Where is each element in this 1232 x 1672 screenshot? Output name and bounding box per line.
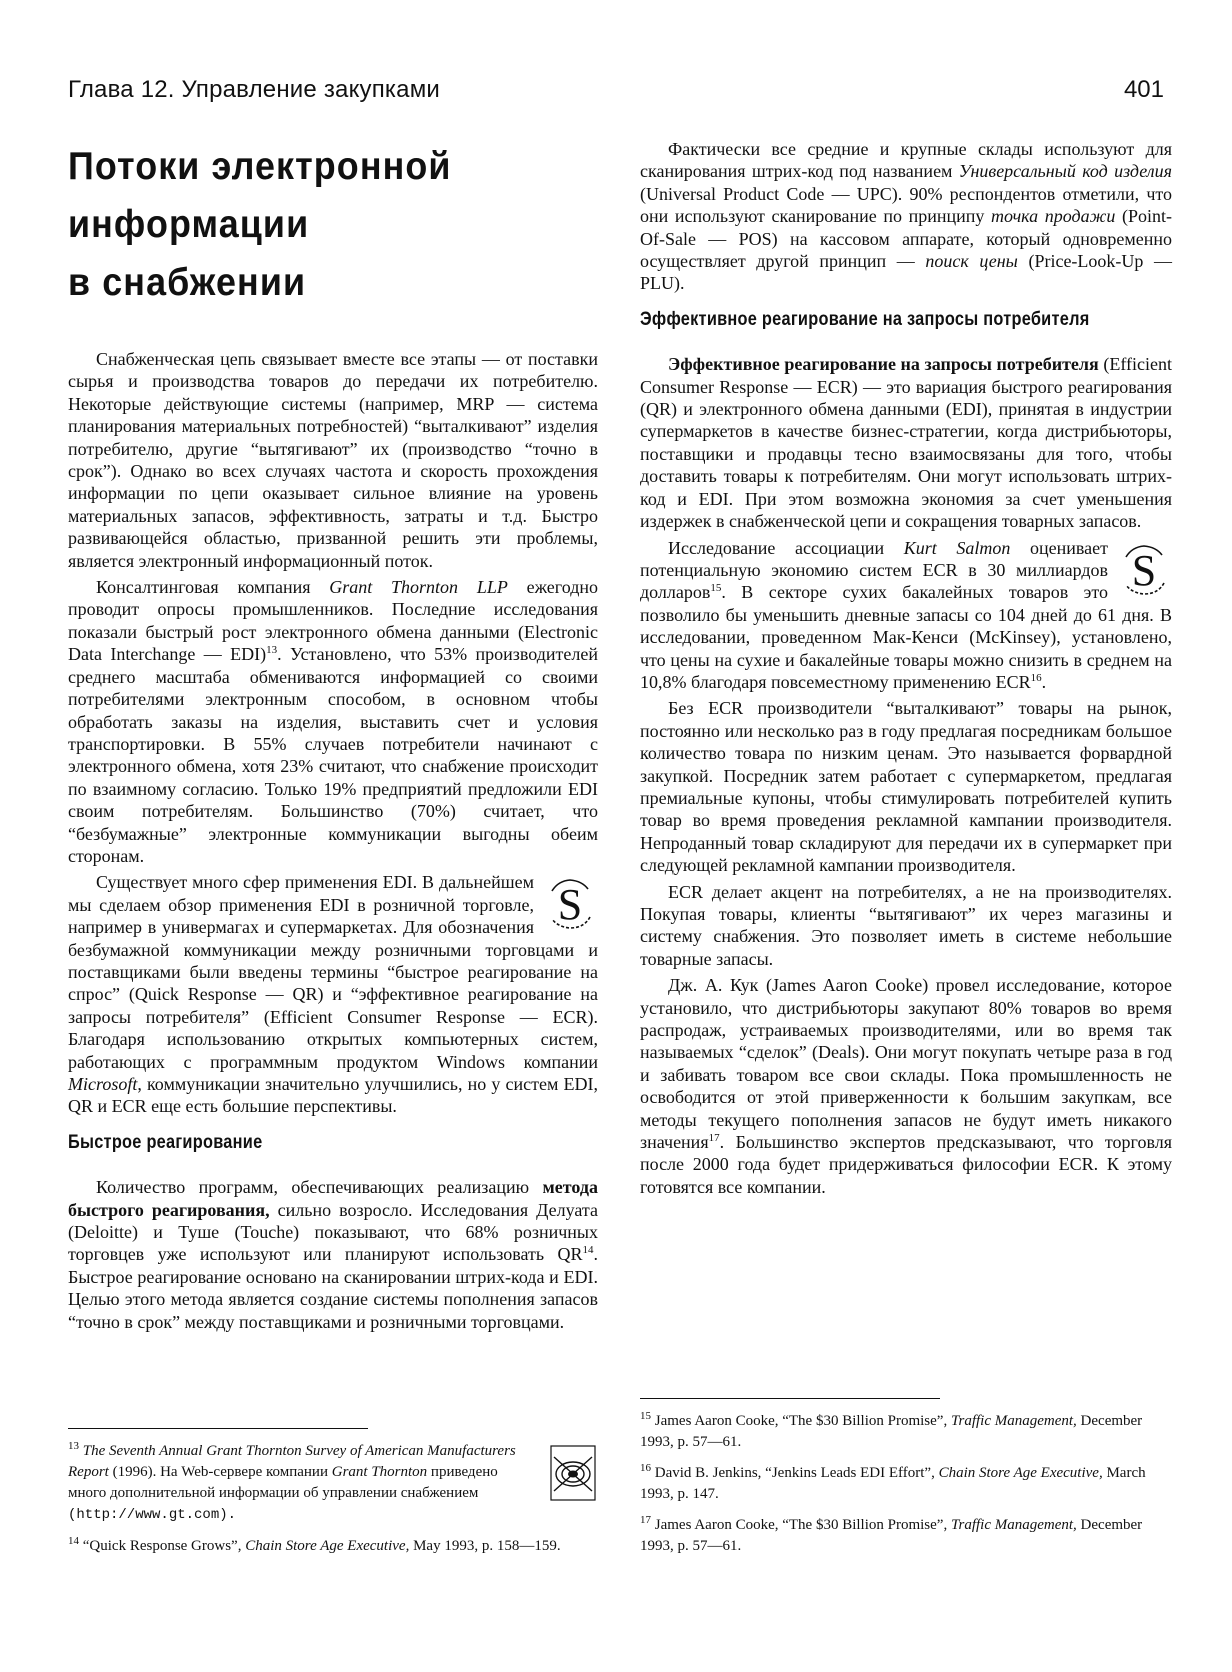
footnote-ref: 13 (266, 644, 278, 657)
footnote-16 (640, 1463, 1172, 1505)
journal-name: Traffic Management, (950, 1517, 1077, 1533)
text-run: , коммуникации значительно улучшились, но у систем EDI, QR и ECR еще есть большие перспективы. (68, 1074, 598, 1117)
svg-text:S: S (1131, 545, 1157, 595)
paragraph: Снабженческая цепь связывает вместе все этапы — от поставки сырья и производства товаров до передачи их потребителю. Некоторые действующие системы (например, MRP — система планирования материальных потребностей) “выталкивают” изделия потребителю, другие “вытягивают” их (производство “точно в срок”). Однако во всех случаях частота и скорость прохождения информации по цепи оказывает сильное влияние на уровень материальных запасов, эффективность, затраты и т.д. Быстро развивающейся областью, призванной решить эти проблемы, является электронный информационный поток. (68, 349, 598, 571)
footnote-number: 13 (68, 1440, 79, 1452)
page-number: 401 (1123, 76, 1164, 103)
journal-name: Traffic Management, (950, 1413, 1077, 1429)
paragraph (640, 353, 1172, 532)
text-run: . Быстрое реагирование основано на сканировании штрих-кода и EDI. Целью этого метода является создание системы пополнения запасов “точно в срок” между поставщиками и розничными торговцами. (68, 1244, 598, 1332)
text-run: David B. Jenkins, “Jenkins Leads EDI Effort”, (654, 1465, 935, 1481)
term-italic: поиск цены (925, 251, 1018, 272)
term-bold: Эффективное реагирование на запросы потребителя (668, 354, 1099, 375)
paragraph (68, 1176, 598, 1333)
section-heading-ecr: Эффективное реагирование на запросы потребителя (640, 308, 1090, 330)
paragraph: Без ECR производители “выталкивают” товары на рынок, постоянно или несколько раз в году предлагая посредникам большое количество товара по низким ценам. Это называется форвардной закупкой. Посредник затем работает с супермаркетом, предлагая премиальные купоны, чтобы стимулировать потребителей купить товар во время проведения рекламной кампании производителя. Непроданный товар складируют для передачи их в супермаркет при следующей рекламной кампании производителя. (640, 698, 1172, 876)
text-run: “Quick Response Grows”, (82, 1538, 242, 1554)
page-title (68, 138, 583, 312)
paragraph (640, 537, 1172, 694)
footnote-number: 16 (640, 1462, 651, 1474)
text-run: December 1993, p. 57—61. (640, 1413, 1143, 1450)
text-run: May 1993, p. 158—159. (413, 1538, 561, 1554)
paragraph: ECR делает акцент на потребителях, а не на производителях. Покупая товары, клиенты “вытягивают” их через магазины и систему снабжения. Это позволяет иметь в системе небольшие товарные запасы. (640, 881, 1172, 969)
paragraph (68, 576, 598, 867)
text-run: (1996). На Web-сервере компании (112, 1464, 328, 1480)
company-name: Grant Thornton (331, 1464, 428, 1480)
footnote-number: 15 (640, 1410, 651, 1422)
citation-title: The Seventh Annual Grant Thornton Survey of American Manufacturers Report (68, 1443, 516, 1480)
text-run: Фактически все средние и крупные склады используют для сканирования штрих-код под названием (640, 139, 1172, 182)
web-url: (http://www.gt.com). (68, 1507, 237, 1523)
svg-text:S: S (557, 880, 583, 930)
footnote-ref: 16 (1030, 671, 1042, 684)
company-name: Microsoft (68, 1074, 138, 1094)
text-run: Количество программ, обеспечивающих реализацию (96, 1177, 530, 1198)
paragraph (640, 974, 1172, 1198)
text-run: (Universal Product Code — UPC). 90% респондентов отметили, что они используют сканирование по принципу (640, 183, 1172, 227)
title-line-1: Потоки электронной информации (68, 145, 452, 246)
text-run: . Большинство экспертов предсказывают, что торговля после 2000 года будет придерживаться философии ECR. К этому готовятся все компании. (640, 1132, 1172, 1197)
footnotes-left (68, 1428, 598, 1567)
journal-name: Chain Store Age Executive, (938, 1465, 1103, 1481)
web-target-icon (548, 1443, 598, 1503)
text-run: оценивает потенциальную экономию систем ECR в 30 миллиардов долларов (640, 537, 1109, 603)
footnote-divider (640, 1398, 940, 1399)
text-run: . (1041, 671, 1047, 692)
left-column (68, 138, 598, 1333)
footnote-number: 17 (640, 1514, 651, 1526)
text-run: March 1993, p. 147. (640, 1465, 1146, 1502)
footnote-15 (640, 1411, 1172, 1453)
footnote-divider (68, 1428, 368, 1429)
text-run: ежегодно проводит опросы промышленников. Последние исследования показали быстрый рост электронного обмена данными (Electronic Data Interchange — EDI) (68, 577, 598, 665)
footnotes-right (640, 1398, 1172, 1567)
footnote-ref: 17 (708, 1132, 720, 1145)
s-letter-icon (1118, 543, 1170, 597)
chapter-header: Глава 12. Управление закупками (68, 76, 441, 103)
text-run: (Efficient Consumer Response — ECR) — это вариация быстрого реагирования (QR) и электронного обмена данными (EDI), принятая в индустрии супермаркетов в качестве бизнес-стратегии, когда дистрибьюторы, поставщики и продавцы тесно взаимосвязаны для того, чтобы доставить товары к потребителям. Они могут использовать штрих-код и EDI. При этом возможна экономия за счет уменьшения издержек в снабженческой цепи и сокращения товарных запасов. (640, 354, 1173, 532)
text-run: приведено много дополнительной информации об управлении снабжением (68, 1464, 498, 1501)
paragraph (640, 138, 1172, 295)
footnote-14 (68, 1536, 598, 1557)
text-run: Консалтинговая компания (96, 577, 311, 598)
text-run: Дж. А. Кук (James Aaron Cooke) провел исследование, которое установило, что дистрибьюторы закупают 80% товаров во время распродаж, устраиваемых производителями, или во время так называемых “сделок” (Deals). Они могут покупать четыре раза в год и забивать товаром все свои склады. Пока промышленность не освободится от этой приверженности к большим закупкам, все методы текущего пополнения запасов не будут иметь никакого значения (640, 975, 1172, 1153)
text-run: James Aaron Cooke, “The $30 Billion Promise”, (654, 1413, 948, 1429)
s-letter-icon (544, 877, 596, 931)
term-bold: метода быстрого реагирования, (68, 1177, 598, 1220)
footnote-number: 14 (68, 1535, 79, 1547)
title-line-2: в снабжении (68, 261, 307, 304)
text-run: . В секторе сухих бакалейных товаров это позволило бы уменьшить дневные запасы со 104 дней до 61 дня. В исследовании, проведенном Мак-Кенси (McKinsey), установлено, что цены на сухие и бакалейные товары можно снизить в среднем на 10,8% благодаря повсеместному применению ECR (640, 582, 1172, 692)
text-run: (Price-Look-Up — PLU). (640, 251, 1172, 294)
footnote-13 (68, 1441, 598, 1526)
text-run: (Point-Of-Sale — POS) на кассовом аппарате, который одновременно осуществляет другой принцип — (640, 206, 1173, 272)
footnote-ref: 15 (710, 582, 722, 595)
text-run: Существует много сфер применения EDI. В дальнейшем мы сделаем обзор применения EDI в розничной торговле, например в универмагах и супермаркетах. Для обозначения безбумажной коммуникации между розничными торговцами и поставщиками были введены термины “быстрое реагирование на спрос” (Quick Response — QR) и “эффективное реагирование на запросы потребителя” (Efficient Consumer Response — ECR). Благодаря использованию открытых компьютерных систем, работающих с программным продуктом Windows компании (68, 872, 598, 1072)
footnote-ref: 14 (582, 1244, 594, 1257)
company-name: Grant Thornton LLP (329, 577, 508, 598)
company-name: Kurt Salmon (903, 537, 1011, 558)
term-italic: Универсальный код изделия (958, 161, 1172, 182)
journal-name: Chain Store Age Executive, (245, 1538, 410, 1554)
paragraph (68, 871, 598, 1117)
text-run: сильно возросло. Исследования Делуата (Deloitte) и Туше (Touche) показывают, что 68% розничных торговцев уже используют или планируют использовать QR (68, 1199, 598, 1265)
right-column (640, 138, 1172, 1198)
section-heading-qr: Быстрое реагирование (68, 1131, 263, 1153)
text-run: . Установлено, что 53% производителей среднего масштаба обмениваются информацией со своими потребителями электронным способом, в основном чтобы обработать заказы на изделия, выставить счет и условия транспортировки. В 55% случаев потребители начинают с электронного обмена, хотя 23% считают, что снабжение происходит по взаимному согласию. Только 19% предприятий предложили EDI своим потребителям. Большинство (70%) считает, что “безбумажные” электронные коммуникации выгодны обеим сторонам. (68, 644, 598, 866)
text-run: James Aaron Cooke, “The $30 Billion Promise”, (654, 1517, 948, 1533)
footnote-17 (640, 1515, 1172, 1557)
text-run: December 1993, p. 57—61. (640, 1517, 1143, 1554)
text-run: Исследование ассоциации (668, 537, 885, 558)
term-italic: точка продажи (991, 206, 1116, 227)
